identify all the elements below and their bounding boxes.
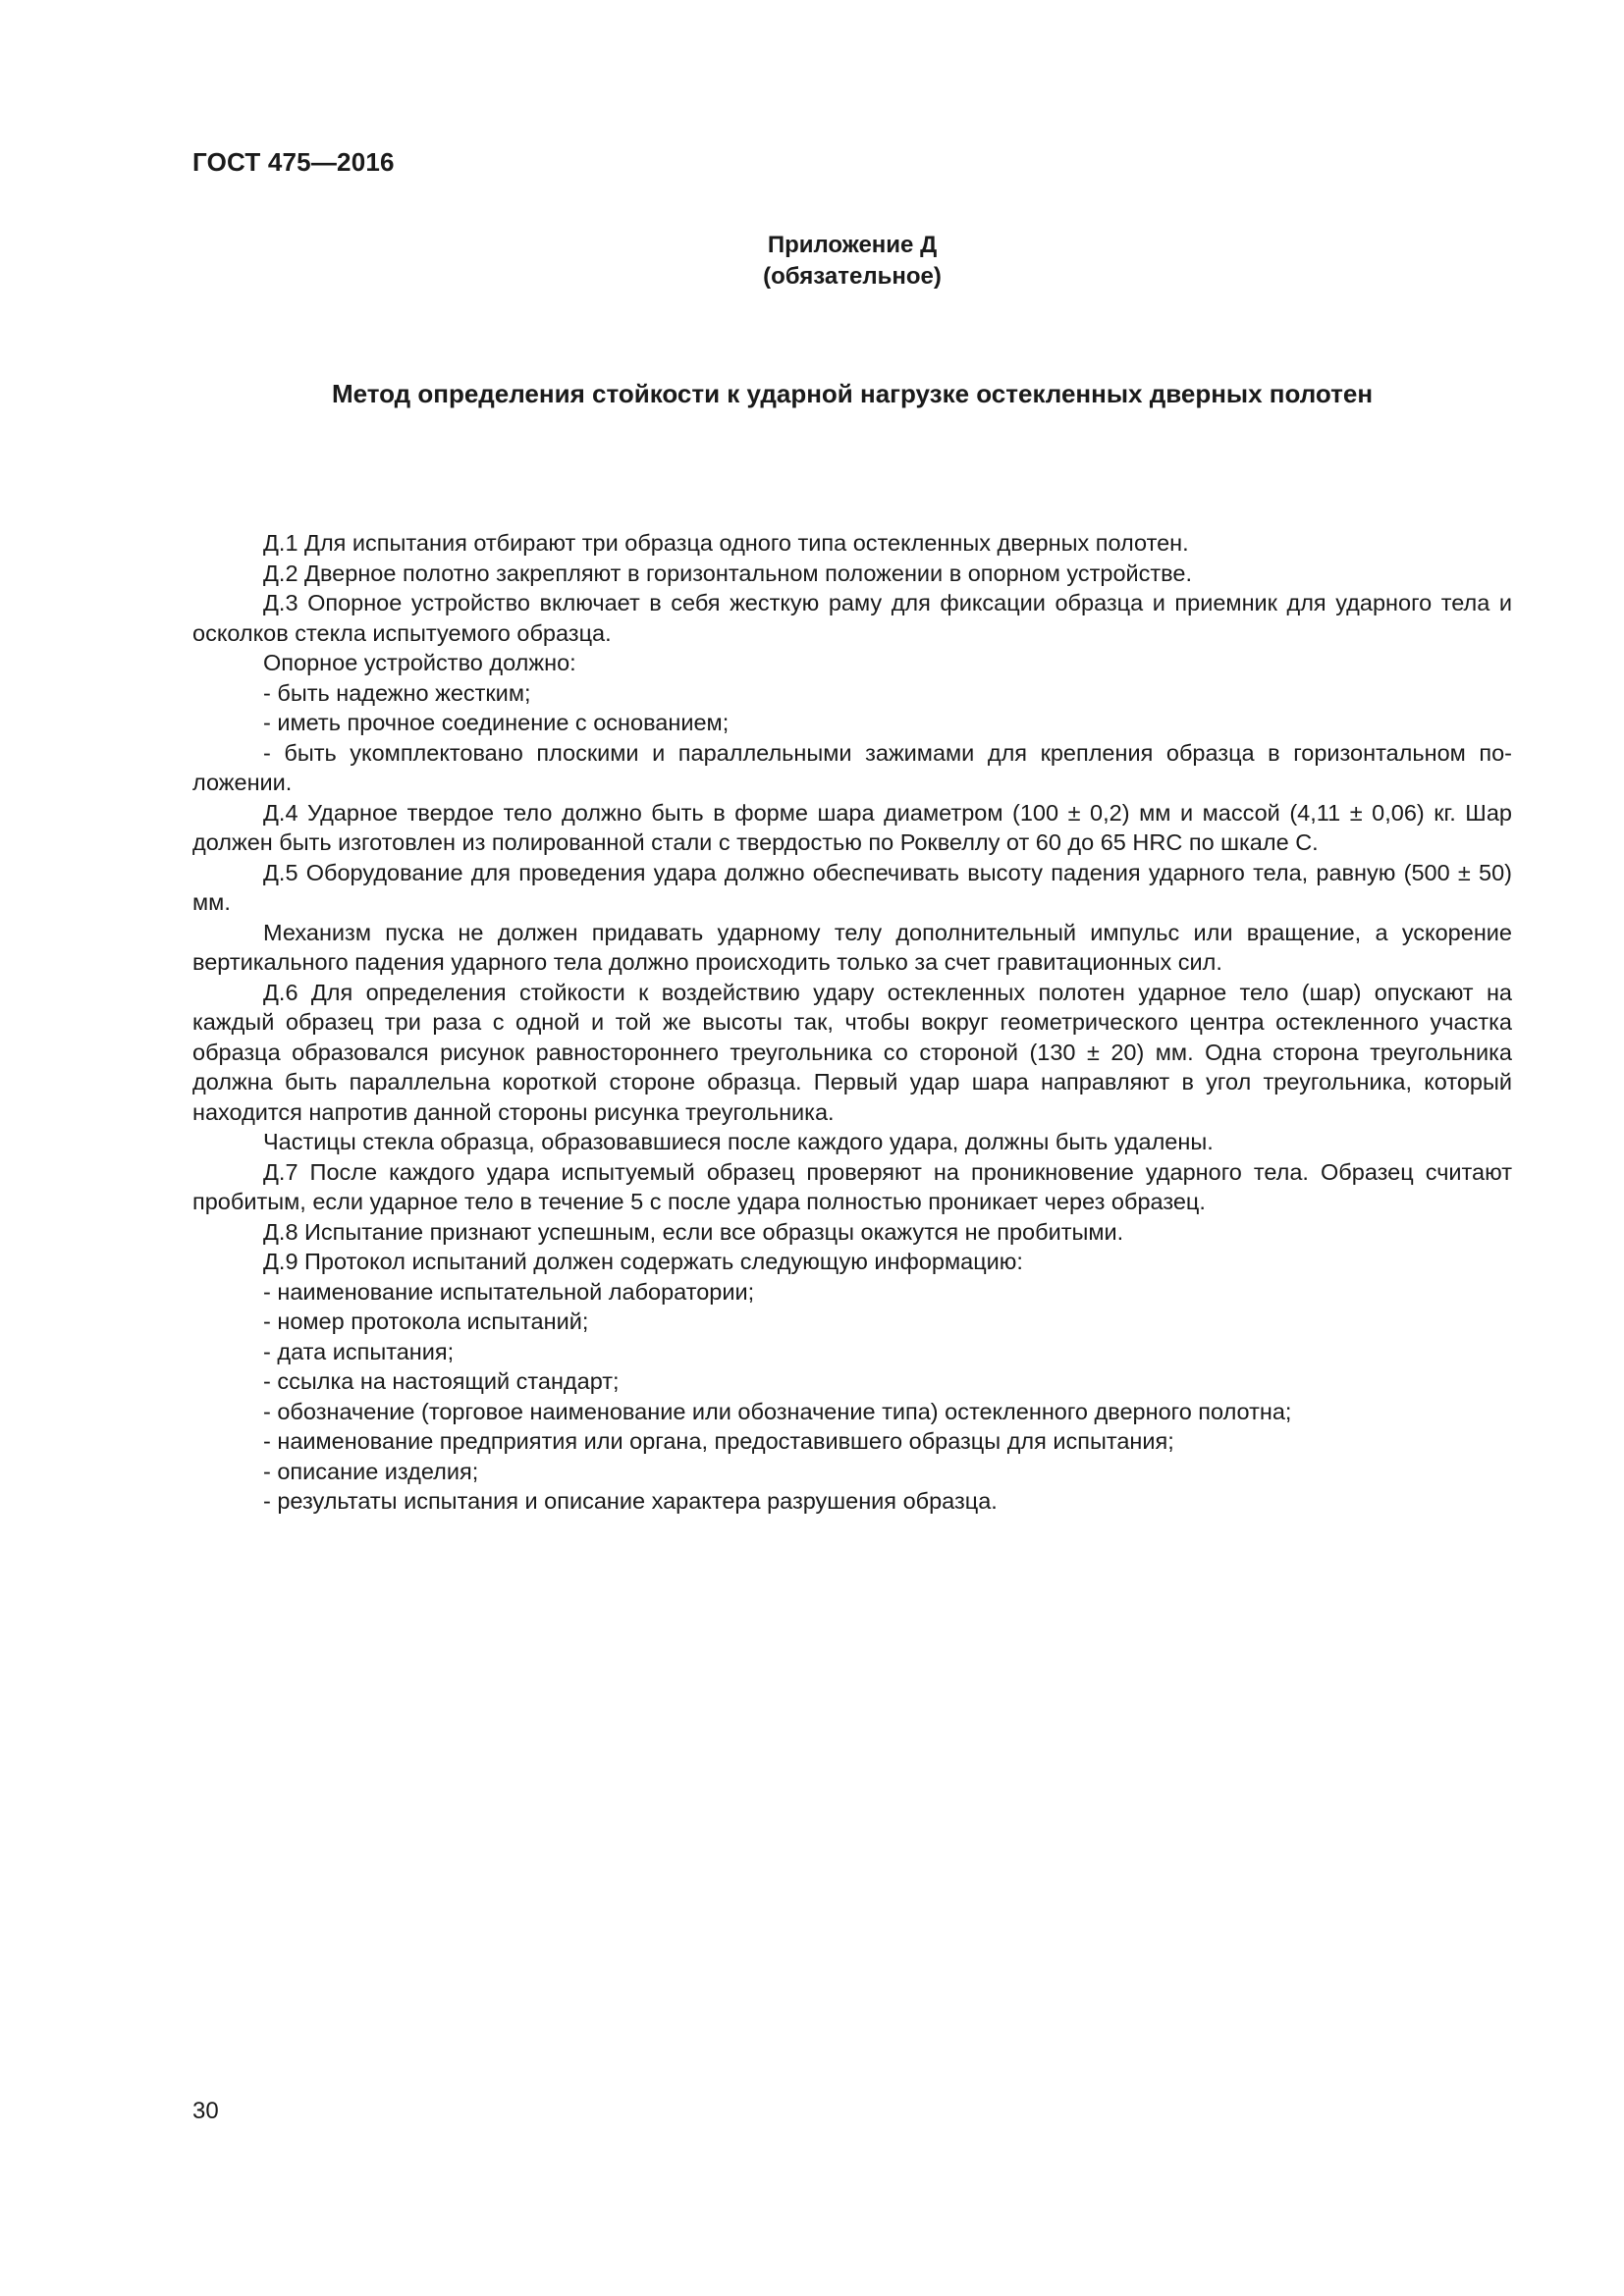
list-item: - ссылка на настоящий стандарт; [263, 1368, 620, 1394]
body-text [192, 528, 1512, 1517]
list-item: - быть укомплектовано плоскими и параллельными зажимами для крепления образца в горизонтальном положении. [192, 739, 1512, 795]
appendix-status: (обязательное) [763, 263, 942, 290]
list-item: - быть надежно жестким; [263, 679, 531, 706]
list-item: - наименование предприятия или органа, предоставившего образцы для испытания; [263, 1428, 1174, 1454]
paragraph: Д.2 Дверное полотно закрепляют в горизонтальном положении в опорном устройстве. [263, 560, 1192, 586]
list-item: - дата испытания; [263, 1338, 455, 1364]
page-number: 30 [192, 2098, 219, 2124]
paragraph: Д.1 Для испытания отбирают три образца одного типа остекленных дверных полотен. [263, 530, 1189, 556]
list-item: - обозначение (торговое наименование или обозначение типа) остекленного дверного полотна; [263, 1398, 1292, 1424]
paragraph: Опорное устройство должно: [263, 650, 576, 675]
appendix-label: Приложение Д [767, 232, 938, 258]
paragraph: Частицы стекла образца, образовавшиеся после каждого удара, должны быть удалены. [263, 1129, 1214, 1154]
section-title: Метод определения стойкости к ударной нагрузке остекленных дверных полотен [331, 379, 1374, 408]
paragraph: Д.7 После каждого удара испытуемый образец проверяют на проникновение ударного тела. Образец считают пробитым, если ударное тело в течение 5 с после удара полностью проникает через образец. [192, 1158, 1512, 1214]
list-item: - номер протокола испытаний; [263, 1308, 589, 1334]
document-code-header: ГОСТ 475—2016 [192, 147, 395, 177]
paragraph: Д.9 Протокол испытаний должен содержать следующую информацию: [263, 1249, 1023, 1274]
paragraph: Д.8 Испытание признают успешным, если все образцы окажутся не пробитыми. [263, 1218, 1124, 1245]
paragraph: Д.3 Опорное устройство включает в себя жесткую раму для фиксации образца и приемник для ударного тела и осколков стекла испытуемого образца. [192, 590, 1512, 646]
list-item: - результаты испытания и описание характера разрушения образца. [263, 1488, 998, 1514]
list-item: - иметь прочное соединение с основанием; [263, 710, 730, 735]
list-item: - описание изделия; [263, 1458, 479, 1484]
paragraph: Д.4 Ударное твердое тело должно быть в форме шара диаметром (100 ± 0,2) мм и массой (4,11 ± 0,06) кг. Шар должен быть изготовлен из полированной стали с твердостью по Роквеллу от 60 до 65 HRC по шкале С. [192, 799, 1512, 855]
paragraph: Д.5 Оборудование для проведения удара должно обеспечивать высоту падения ударного тела, равную (500 ± 50) мм. [192, 859, 1512, 915]
paragraph: Механизм пуска не должен придавать ударному телу дополнительный импульс или вращение, а ускорение вертикального падения ударного тела должно происходить только за счет гравитационных сил. [192, 919, 1512, 975]
paragraph: Д.6 Для определения стойкости к воздействию удару остекленных полотен ударное тело (шар) опускают на каждый образец три раза с одной и той же высоты так, чтобы вокруг геометрического центра остекленного участка образца образовался рисунок равностороннего треугольника со стороной (130 ± 20) мм. Одна сторона треугольника должна быть параллельна короткой стороне образца. Первый удар шара направляют в угол треугольника, который находится напротив данной стороны рисунка треугольника. [192, 979, 1512, 1125]
list-item: - наименование испытательной лаборатории; [263, 1278, 755, 1305]
